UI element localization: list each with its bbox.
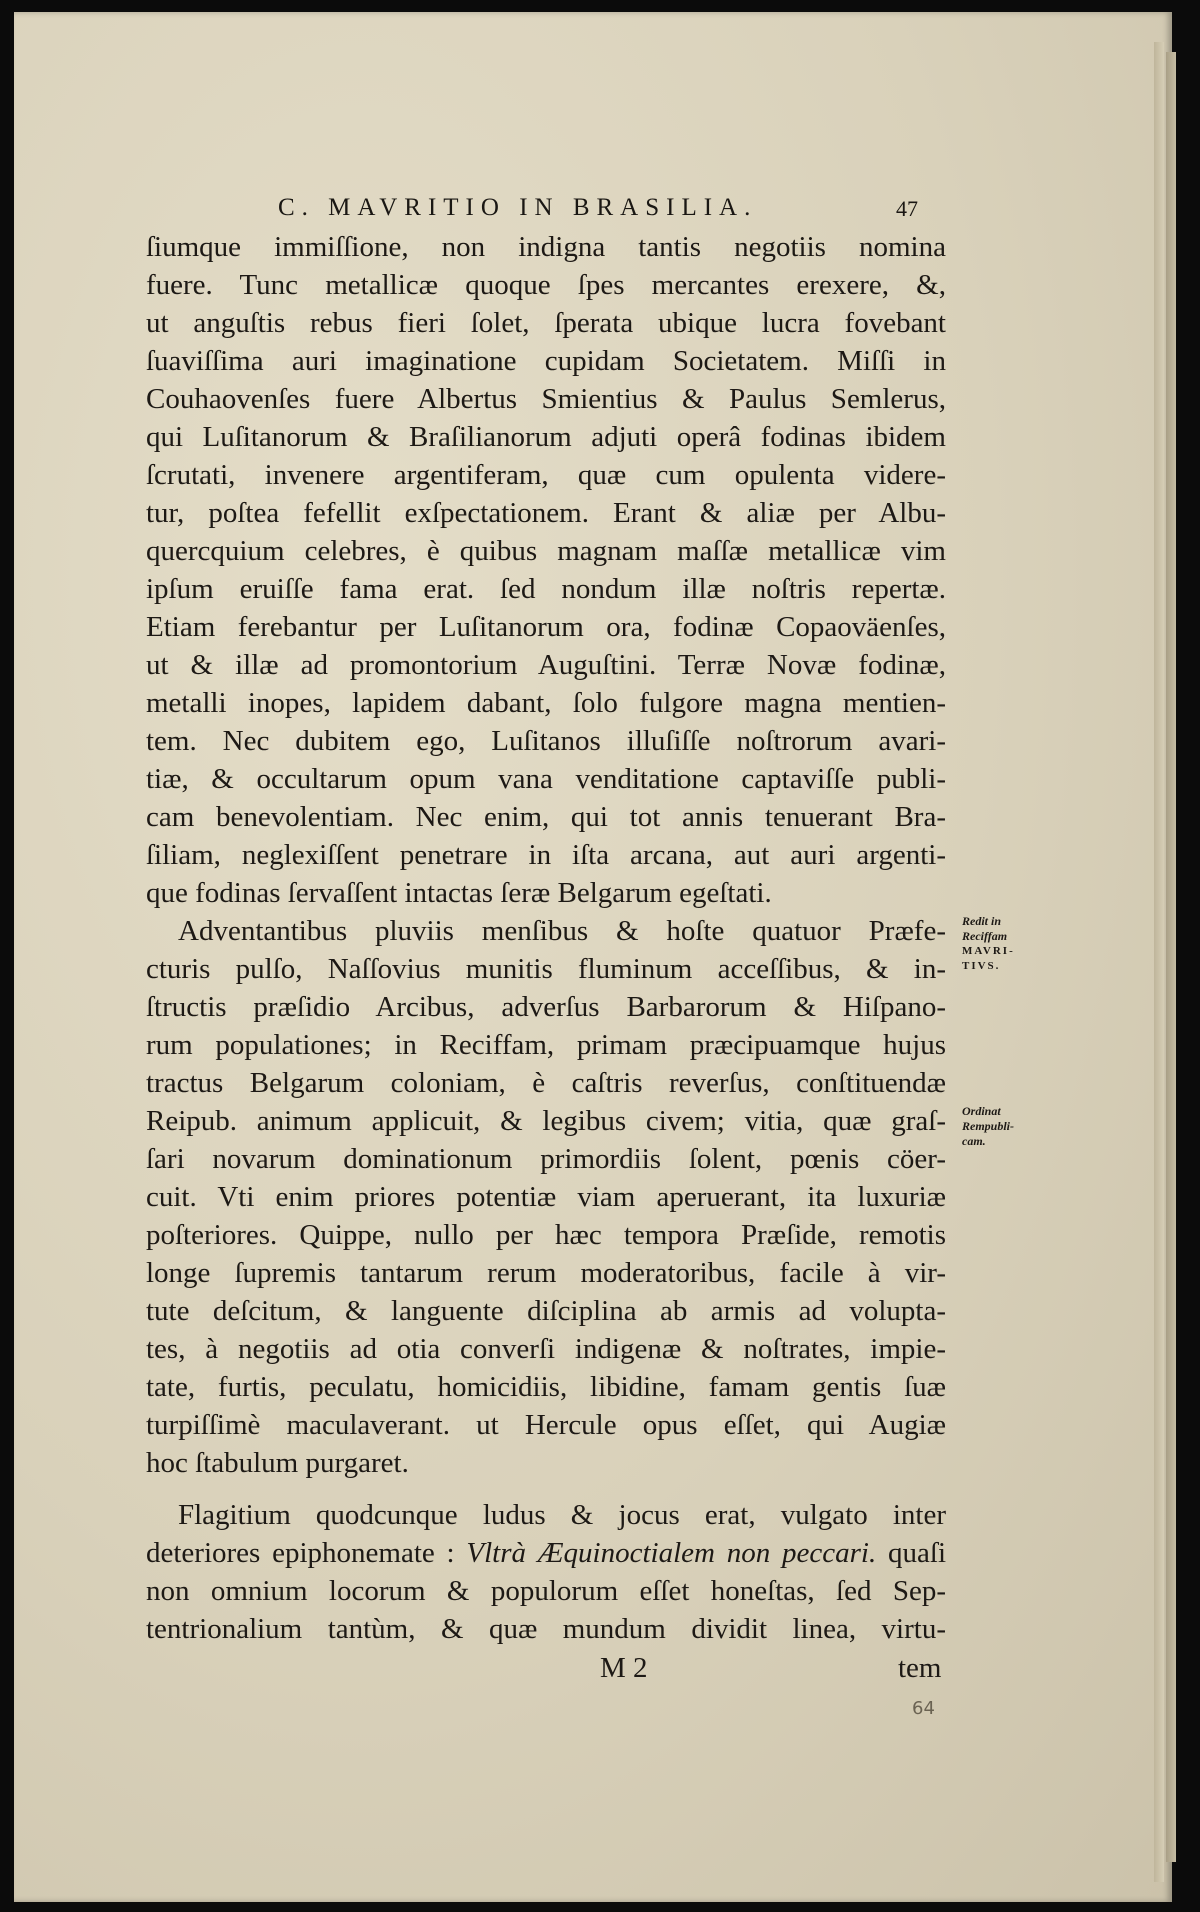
text-line: cturis pulſo, Naſſovius munitis fluminum acceſſibus, & in- — [146, 953, 946, 985]
text-line: que fodinas ſervaſſent intactas ſeræ Belgarum egeſtati. — [146, 877, 772, 909]
catchword: tem — [898, 1652, 942, 1684]
text-line: tate, furtis, peculatu, homicidiis, libidine, famam gentis ſuæ — [146, 1371, 946, 1403]
text-line: ſiliam, neglexiſſent penetrare in iſta arcana, aut auri argenti- — [146, 839, 946, 871]
text-line: tiæ, & occultarum opum vana venditatione captaviſſe publi- — [146, 763, 946, 795]
marginal-note-line: Reciffam — [962, 929, 1008, 943]
text-line: quercquium celebres, è quibus magnam maſſæ metallicæ vim — [146, 535, 946, 567]
body-text — [146, 228, 946, 1648]
signature-mark: M 2 — [600, 1652, 648, 1684]
text-line: ut anguſtis rebus fieri ſolet, ſperata ubique lucra fovebant — [146, 307, 946, 339]
text-line: fuere. Tunc metallicæ quoque ſpes mercantes erexere, &, — [146, 269, 946, 301]
text-line: tur, poſtea fefellit exſpectationem. Erant & aliæ per Albu- — [146, 497, 946, 529]
text-segment: quaſi — [876, 1537, 946, 1569]
text-line: turpiſſimè maculaverant. ut Hercule opus eſſet, qui Augiæ — [146, 1409, 946, 1441]
text-line: non omnium locorum & populorum eſſet honeſtas, ſed Sep- — [146, 1575, 946, 1607]
text-segment: deteriores epiphonemate : — [146, 1537, 467, 1569]
text-line: ut & illæ ad promontorium Auguſtini. Terræ Novæ fodinæ, — [146, 649, 946, 681]
text-line: ipſum eruiſſe fama erat. ſed nondum illæ noſtris repertæ. — [146, 573, 946, 605]
text-line: ſari novarum dominationum primordiis ſolent, pœnis cöer- — [146, 1143, 946, 1175]
marginal-note-ordinat — [962, 1104, 1032, 1149]
text-line: ſcrutati, invenere argentiferam, quæ cum opulenta videre- — [146, 459, 946, 491]
marginal-note-redit — [962, 914, 1032, 974]
text-line: tem. Nec dubitem ego, Luſitanos illuſiſſe noſtrorum avari- — [146, 725, 946, 757]
italic-quote: Vltrà Æquinoctialem non peccari. — [466, 1537, 877, 1569]
text-line: tes, à negotiis ad otia converſi indigenæ & noſtrates, impie- — [146, 1333, 946, 1365]
text-line-with-quote — [146, 1534, 946, 1572]
text-line: longe ſupremis tantarum rerum moderatoribus, facile à vir- — [146, 1257, 946, 1289]
text-line: metalli inopes, lapidem dabant, ſolo fulgore magna mentien- — [146, 687, 946, 719]
marginal-note-line: Rempubli- — [962, 1119, 1015, 1133]
text-line: ſuaviſſima auri imaginatione cupidam Societatem. Miſſi in — [146, 345, 946, 377]
text-line: tute deſcitum, & languente diſciplina ab armis ad volupta- — [146, 1295, 946, 1327]
text-line: cuit. Vti enim priores potentiæ viam aperuerant, ita luxuriæ — [146, 1181, 946, 1213]
text-line: rum populationes; in Reciffam, primam præcipuamque hujus — [146, 1029, 946, 1061]
text-line: poſteriores. Quippe, nullo per hæc tempora Præſide, remotis — [146, 1219, 946, 1251]
paragraph-start: Flagitium quodcunque ludus & jocus erat, vulgato inter — [178, 1499, 946, 1531]
paragraph-start: Adventantibus pluviis menſibus & hoſte quatuor Præfe- — [178, 915, 946, 947]
text-line: cam benevolentiam. Nec enim, qui tot annis tenuerant Bra- — [146, 801, 946, 833]
page-edge-back — [1166, 52, 1176, 1862]
marginal-note-line: MAVRI- — [962, 945, 1015, 957]
marginal-note-line: cam. — [962, 1134, 986, 1148]
text-line: ſiumque immiſſione, non indigna tantis negotiis nomina — [146, 231, 946, 263]
text-line: Etiam ferebantur per Luſitanorum ora, fodinæ Copaoväenſes, — [146, 611, 946, 643]
handwritten-folio-number: 64 — [912, 1698, 935, 1719]
text-line: tentrionalium tantùm, & quæ mundum dividit linea, virtu- — [146, 1613, 946, 1645]
page-edge — [1154, 42, 1164, 1882]
page-number: 47 — [896, 196, 918, 221]
text-line: hoc ſtabulum purgaret. — [146, 1447, 409, 1479]
marginal-note-line: Ordinat — [962, 1104, 1001, 1118]
text-line: ſtructis præſidio Arcibus, adverſus Barbarorum & Hiſpano- — [146, 991, 946, 1023]
marginal-note-line: TIVS. — [962, 960, 1001, 972]
text-line: qui Luſitanorum & Braſilianorum adjuti operâ fodinas ibidem — [146, 421, 946, 453]
running-head — [278, 194, 918, 228]
marginal-note-line: Redit in — [962, 914, 1002, 928]
text-line: tractus Belgarum coloniam, è caſtris reverſus, conſtituendæ — [146, 1067, 946, 1099]
text-line: Reipub. animum applicuit, & legibus civem; vitia, quæ graſ- — [146, 1105, 946, 1137]
text-line: Couhaovenſes fuere Albertus Smientius & Paulus Semlerus, — [146, 383, 946, 415]
running-head-title: C. MAVRITIO IN BRASILIA. — [278, 194, 758, 221]
